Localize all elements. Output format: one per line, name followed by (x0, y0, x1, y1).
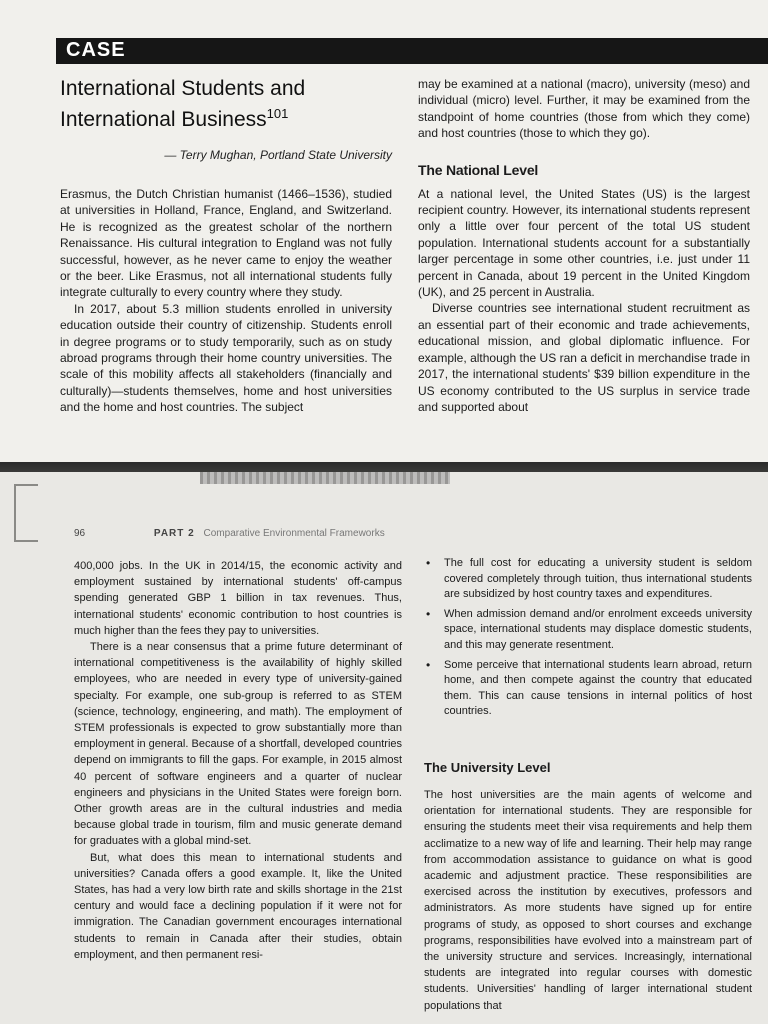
paragraph: But, what does this mean to international students and universities? Canada offers a good example. It, like the United States, has had a very low birth rate and skills shortage in the 21st century and would face a declining population if it were not for immigration. The Canadian government encourages international students to remain in Canada after their studies, obtain employment, and then permanent resi- (74, 851, 402, 961)
paragraph: There is a near consensus that a prime future determinant of international competitiveness is the availability of highly skilled employees, who are needed in every type of university-gained specialty. For example, one sub-group is referred to as STEM (science, technology, engineering, and math). The employment of STEM professionals is expected to grow substantially more than employment in general. Because of a shortfall, developed countries depend on immigrants to fill the gaps. For example, in 2015 almost 40 percent of software engineers and a quarter of nuclear engineers and physicians in the United States were foreign born. Other growth areas are in the cultural industries and media because global trade in tourism, film and music generate demand for graduates with a global mind-set. (74, 641, 402, 848)
paragraph: may be examined at a national (macro), university (meso) and individual (micro) level. Further, it may be examined from the standpoint of home countries (those from which they come) and host countries (those to which they go). (418, 77, 750, 141)
footnote-ref: 101 (266, 106, 289, 121)
paragraph: In 2017, about 5.3 million students enrolled in university education outside their country of citizenship. Students enroll in degree programs or to study temporarily, such as on study abroad programs through their home country universities. The scale of this mobility affects all stakeholders (financially and culturally)—students themselves, home and host universities and the home and host countries. The subject (60, 301, 392, 415)
right-column-bottom (424, 556, 752, 1014)
bleed-through-text (60, 0, 760, 30)
scribble-mark (200, 472, 450, 484)
binding-clip-icon (14, 484, 38, 542)
top-page (0, 0, 768, 462)
bottom-page (0, 472, 768, 1024)
byline: — Terry Mughan, Portland State University (164, 148, 392, 162)
paragraph: Diverse countries see international student recruitment as an essential part of their economic and trade achievements, educational mission, and global diplomatic influence. For example, although the US ran a deficit in merchandise trade in 2017, the international students' $39 billion expenditure in the US economy contributed to the US surplus in service trade and supported about (418, 301, 750, 414)
list-item: • When admission demand and/or enrolment exceeds university space, international students may displace domestic students, and this may generate resentment. (424, 607, 752, 654)
paragraph: 400,000 jobs. In the UK in 2014/15, the economic activity and employment sustained by international students' off-campus spending generated GBP 1 billion in tax revenues. Thus, international students' economic contribution to host countries is much higher than the fees they pay to universities. (74, 560, 402, 637)
section-heading-national: The National Level (418, 161, 539, 178)
paragraph: Erasmus, the Dutch Christian humanist (1466–1536), studied at universities in Holland, France, England, and Switzerland. He is recognized as the greatest scholar of the northern Renaissance. His cultural integration to England was not fully successful, however, as he never came to enjoy the weather or the beer. Like Erasmus, not all international students fully integrate culturally to every country where they study. (60, 187, 392, 300)
section-heading-university: The University Level (424, 759, 551, 775)
section-label: Comparative Environmental Frameworks (203, 528, 385, 539)
left-column-bottom (74, 558, 402, 963)
running-header (74, 528, 385, 539)
bullet-list (424, 556, 752, 720)
case-title-text: International Students and International Business (60, 77, 306, 131)
case-label: CASE (66, 39, 126, 61)
case-title (60, 76, 392, 132)
right-column-top (418, 76, 750, 415)
paragraph: At a national level, the United States (US) is the largest recipient country. However, its international students represent only a little over four percent of the total US student population. International students account for a substantially larger percentage in some other countries, i.e. just under 11 percent in Canada, about 19 percent in the United Kingdom (UK), and 25 percent in Australia. (418, 186, 750, 300)
page-number: 96 (74, 528, 86, 539)
case-banner (56, 38, 768, 64)
list-item: • The full cost for educating a university student is seldom covered completely through tuition, thus international students are subsidized by host country taxes and expenditures. (424, 556, 752, 603)
paragraph: The host universities are the main agents of welcome and orientation for international students. They are responsible for ensuring the students meet their visa requirements and help them acclimatize to a new way of life and learning. Their help may range from accommodation assistance to guidance on what is good academic and adjustment practice. These responsibilities are exercised across the institution by executives, professors and administrators. As more students have signed up for entire programs of study, as opposed to short courses and exchange programs, responsibilities have evolved into a mainstream part of the university structure and services. Increasingly, international students are integrated into regular courses with domestic students. Universities' handling of larger international student populations that (424, 788, 752, 1012)
list-item: • Some perceive that international students learn abroad, return home, and then compete against the country that educated them. This can cause tensions in internal politics of host countries. (424, 658, 752, 720)
left-column-top (60, 76, 392, 416)
part-label: PART 2 (153, 528, 195, 539)
